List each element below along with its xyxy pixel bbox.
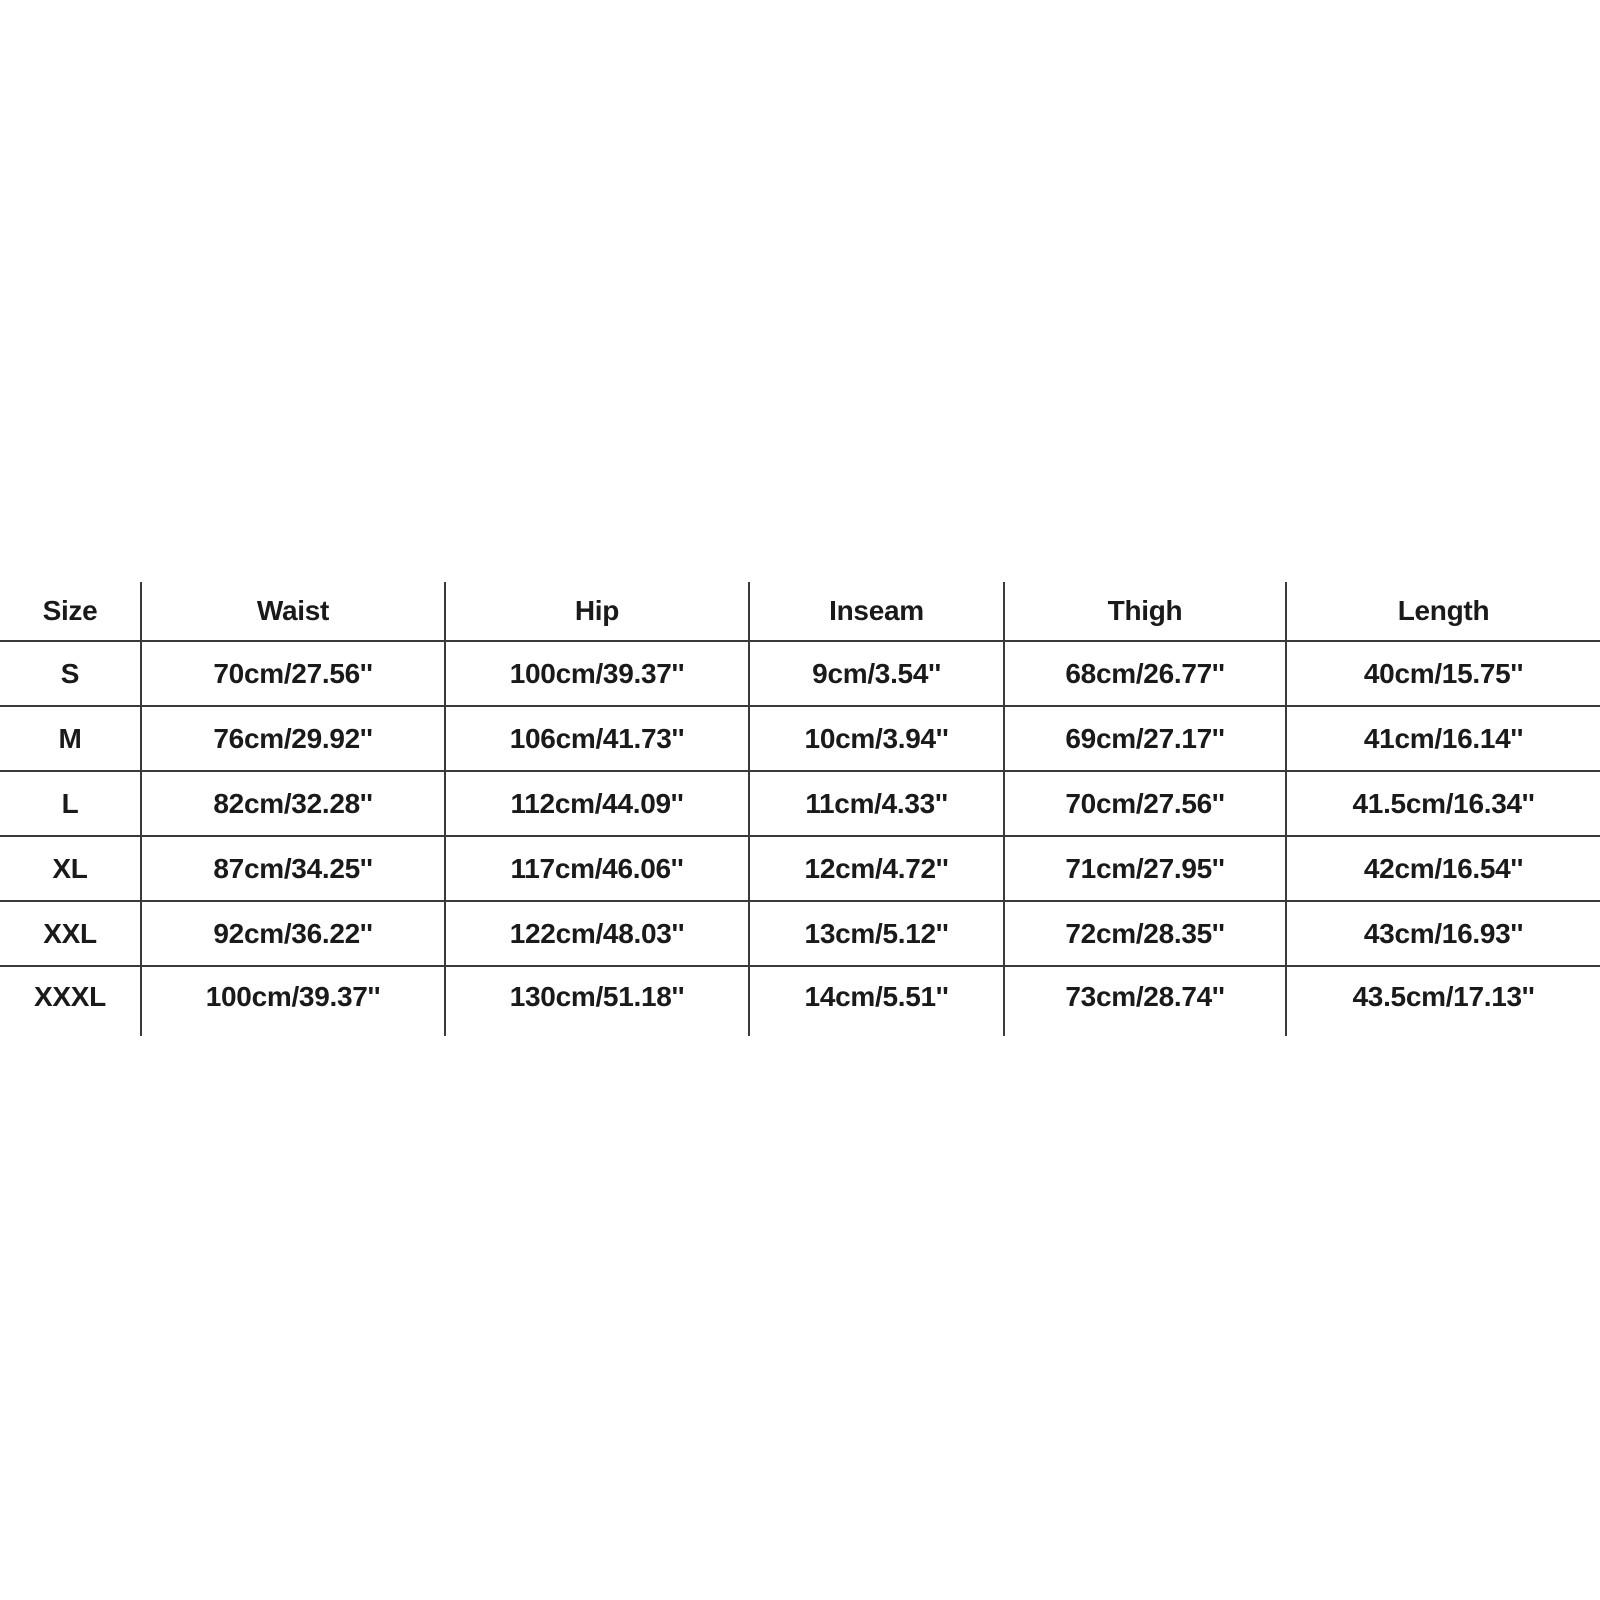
table-row (0, 706, 1600, 771)
thigh-cell-text: 73cm/28.74'' (1065, 981, 1225, 1012)
hip-cell: 106cm/41.73'' (445, 706, 749, 771)
hip-cell: 122cm/48.03'' (445, 901, 749, 966)
inseam-cell-text: 14cm/5.51'' (804, 981, 949, 1012)
table-header-row (0, 582, 1600, 641)
column-header-inseam: Inseam (749, 582, 1004, 641)
waist-cell: 70cm/27.56'' (141, 641, 445, 706)
column-header-size: Size (42, 595, 98, 626)
hip-cell (445, 966, 749, 1036)
size-cell: L (0, 771, 141, 836)
hip-cell: 117cm/46.06'' (445, 836, 749, 901)
size-cell: XL (0, 836, 141, 901)
table-row (0, 836, 1600, 901)
size-cell-text: XXXL (34, 981, 106, 1012)
inseam-cell: 9cm/3.54'' (749, 641, 1004, 706)
table-row (0, 901, 1600, 966)
length-cell (1286, 966, 1600, 1036)
inseam-cell (749, 966, 1004, 1036)
inseam-cell: 12cm/4.72'' (749, 836, 1004, 901)
hip-cell: 112cm/44.09'' (445, 771, 749, 836)
waist-cell: 87cm/34.25'' (141, 836, 445, 901)
size-cell: S (0, 641, 141, 706)
waist-cell-text: 100cm/39.37'' (205, 981, 381, 1012)
waist-cell: 82cm/32.28'' (141, 771, 445, 836)
inseam-cell: 11cm/4.33'' (749, 771, 1004, 836)
size-cell: XXL (0, 901, 141, 966)
column-header-waist: Waist (141, 582, 445, 641)
length-cell: 43cm/16.93'' (1286, 901, 1600, 966)
waist-cell: 92cm/36.22'' (141, 901, 445, 966)
inseam-cell: 13cm/5.12'' (749, 901, 1004, 966)
waist-cell (141, 966, 445, 1036)
length-cell-text: 43.5cm/17.13'' (1352, 981, 1535, 1012)
table-row (0, 771, 1600, 836)
size-cell (0, 966, 141, 1036)
hip-cell-text: 130cm/51.18'' (509, 981, 685, 1012)
thigh-cell: 71cm/27.95'' (1004, 836, 1286, 901)
length-cell: 41cm/16.14'' (1286, 706, 1600, 771)
thigh-cell: 72cm/28.35'' (1004, 901, 1286, 966)
thigh-cell: 69cm/27.17'' (1004, 706, 1286, 771)
hip-cell: 100cm/39.37'' (445, 641, 749, 706)
length-cell: 40cm/15.75'' (1286, 641, 1600, 706)
table-row (0, 966, 1600, 1036)
column-header-length: Length (1286, 582, 1600, 641)
length-cell: 42cm/16.54'' (1286, 836, 1600, 901)
column-header-hip: Hip (445, 582, 749, 641)
thigh-cell: 68cm/26.77'' (1004, 641, 1286, 706)
waist-cell: 76cm/29.92'' (141, 706, 445, 771)
thigh-cell: 70cm/27.56'' (1004, 771, 1286, 836)
length-cell: 41.5cm/16.34'' (1286, 771, 1600, 836)
size-cell: M (0, 706, 141, 771)
column-header-thigh: Thigh (1004, 582, 1286, 641)
inseam-cell: 10cm/3.94'' (749, 706, 1004, 771)
table-row (0, 641, 1600, 706)
thigh-cell (1004, 966, 1286, 1036)
size-chart-table (0, 582, 1600, 1036)
